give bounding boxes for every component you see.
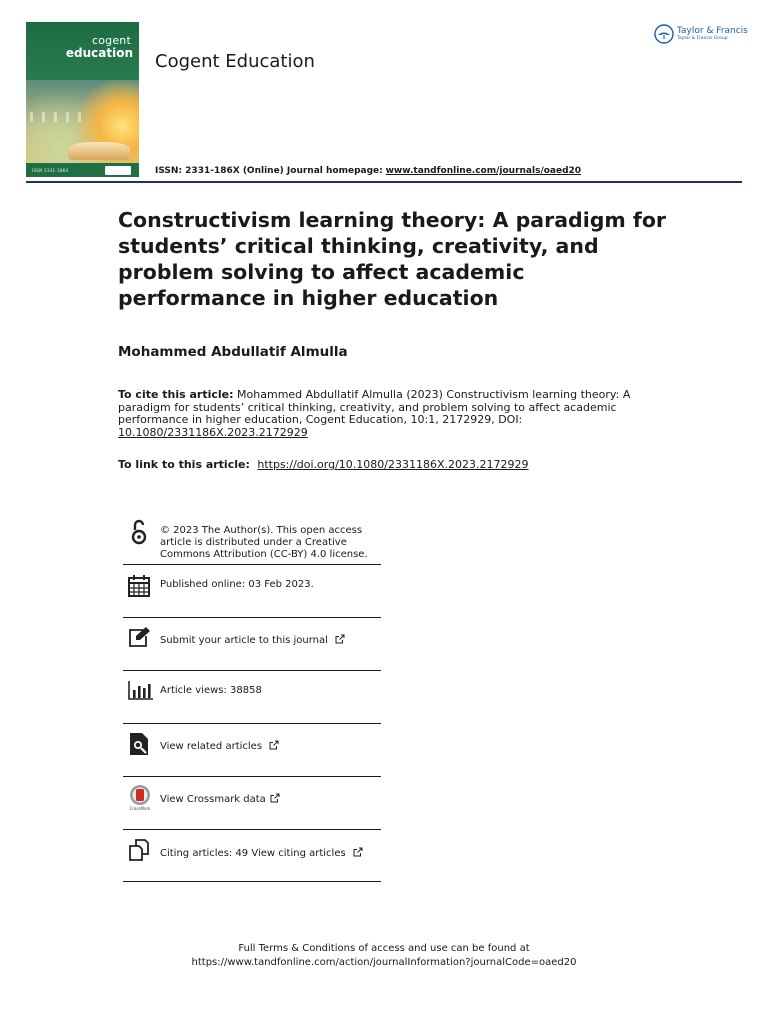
citing-row[interactable] xyxy=(123,830,381,882)
related-articles-label: View related articles xyxy=(160,741,263,752)
submit-article-link[interactable] xyxy=(160,634,345,647)
journal-homepage-link[interactable]: www.tandfonline.com/journals/oaed20 xyxy=(385,166,582,176)
external-link-icon xyxy=(335,634,345,644)
external-link-icon xyxy=(353,847,363,857)
article-link-line xyxy=(118,458,529,471)
crossmark-label: View Crossmark data xyxy=(160,794,266,805)
journal-cover-image xyxy=(26,22,139,177)
link-label: To link to this article: xyxy=(118,458,250,471)
related-articles-link[interactable] xyxy=(160,740,279,753)
citing-articles-label: Citing articles: 49 View citing articles xyxy=(160,848,346,859)
license-text: © 2023 The Author(s). This open access article is distributed under a Creative Commons Attribution (CC-BY) 4.0 license. xyxy=(160,525,368,560)
bar-chart-icon xyxy=(126,677,154,705)
views-row xyxy=(123,671,381,724)
cover-publisher-mark xyxy=(105,166,131,175)
issn-homepage-line xyxy=(155,166,581,176)
search-document-icon xyxy=(126,730,154,758)
crossmark-icon xyxy=(126,783,154,811)
external-link-icon xyxy=(270,793,280,803)
calendar-icon xyxy=(126,572,154,600)
publisher-logo[interactable] xyxy=(654,22,748,46)
cover-brand-line1: cogent xyxy=(91,34,131,47)
crossmark-icon-label: CrossMark xyxy=(129,806,151,811)
article-title: Constructivism learning theory: A paradigm for students’ critical thinking, creativity, and problem solving to affect academic performance in higher education xyxy=(118,208,667,310)
crossmark-row[interactable] xyxy=(123,777,381,830)
article-author: Mohammed Abdullatif Almulla xyxy=(118,344,348,360)
cover-columns-decoration xyxy=(30,112,90,122)
article-views: Article views: 38858 xyxy=(160,685,262,696)
license-row xyxy=(123,514,381,565)
citing-articles-link[interactable] xyxy=(160,847,363,860)
published-row xyxy=(123,565,381,618)
journal-title[interactable]: Cogent Education xyxy=(155,51,315,72)
cover-book-illustration xyxy=(68,142,130,160)
external-link-icon xyxy=(269,740,279,750)
issn-prefix: ISSN: 2331-186X (Online) Journal homepage: xyxy=(155,166,383,176)
taylor-francis-icon xyxy=(654,24,674,44)
published-date: Published online: 03 Feb 2023. xyxy=(160,579,314,590)
citation-block xyxy=(118,389,638,439)
submit-article-label: Submit your article to this journal xyxy=(160,635,328,646)
publisher-group: Taylor & Francis Group xyxy=(677,35,728,41)
open-access-icon xyxy=(126,518,154,546)
terms-link[interactable]: https://www.tandfonline.com/action/journalInformation?journalCode=oaed20 xyxy=(191,957,577,968)
cover-issn-text: ISSN 2331-186X xyxy=(32,169,69,174)
terms-line-1: Full Terms & Conditions of access and use can be found at xyxy=(238,943,530,954)
article-doi-link[interactable]: https://doi.org/10.1080/2331186X.2023.2172929 xyxy=(257,458,529,471)
cite-text: Mohammed Abdullatif Almulla (2023) Constructivism learning theory: A paradigm for students’ critical thinking, creativity, and problem solving to affect academic performance in higher education, Cogent Education, 10:1, 2172929, DOI: xyxy=(118,388,631,426)
header-divider xyxy=(26,181,742,183)
cite-doi-link[interactable]: 10.1080/2331186X.2023.2172929 xyxy=(118,425,308,439)
publisher-name: Taylor & Francis xyxy=(677,25,748,36)
cite-label: To cite this article: xyxy=(118,388,234,401)
submit-row[interactable] xyxy=(123,618,381,671)
citing-documents-icon xyxy=(126,837,154,865)
cover-brand-line2: education xyxy=(65,46,133,60)
related-row[interactable] xyxy=(123,724,381,777)
edit-icon xyxy=(126,624,154,652)
terms-footer xyxy=(0,942,768,970)
crossmark-link[interactable] xyxy=(160,793,280,806)
